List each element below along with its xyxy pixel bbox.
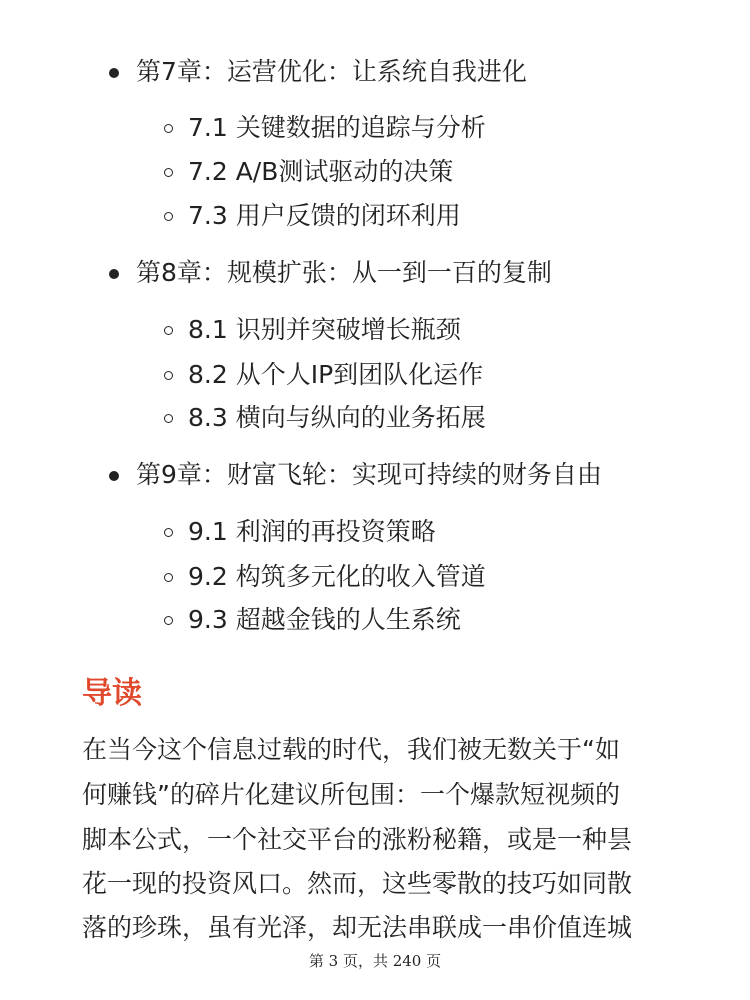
section-item: 9.3 超越金钱的人生系统 xyxy=(188,605,461,634)
section-item: 8.1 识别并突破增长瓶颈 xyxy=(188,315,461,344)
section-item: 9.1 利润的再投资策略 xyxy=(188,517,436,546)
circle-bullet-icon xyxy=(164,573,173,582)
chapter-title: 第8章：规模扩张：从一到一百的复制 xyxy=(136,258,552,287)
disc-bullet-icon xyxy=(109,471,119,481)
circle-bullet-icon xyxy=(164,124,173,133)
paragraph-line: 花一现的投资风口。然而，这些零散的技巧如同散 xyxy=(82,869,633,898)
circle-bullet-icon xyxy=(164,414,173,423)
section-item: 7.2 A/B测试驱动的决策 xyxy=(188,157,454,186)
section-item: 9.2 构筑多元化的收入管道 xyxy=(188,562,486,591)
section-item: 8.2 从个人IP到团队化运作 xyxy=(188,360,484,389)
paragraph-line: 落的珍珠，虽有光泽，却无法串联成一串价值连城 xyxy=(82,913,633,942)
disc-bullet-icon xyxy=(109,269,119,279)
paragraph-line: 在当今这个信息过载的时代，我们被无数关于“如 xyxy=(82,735,620,764)
circle-bullet-icon xyxy=(164,371,173,380)
paragraph-line: 脚本公式，一个社交平台的涨粉秘籍，或是一种昙 xyxy=(82,825,633,854)
disc-bullet-icon xyxy=(109,68,119,78)
circle-bullet-icon xyxy=(164,326,173,335)
circle-bullet-icon xyxy=(164,528,173,537)
circle-bullet-icon xyxy=(164,168,173,177)
circle-bullet-icon xyxy=(164,616,173,625)
circle-bullet-icon xyxy=(164,212,173,221)
section-item: 8.3 横向与纵向的业务拓展 xyxy=(188,403,486,432)
chapter-title: 第9章：财富飞轮：实现可持续的财务自由 xyxy=(136,460,602,489)
section-item: 7.1 关键数据的追踪与分析 xyxy=(188,113,486,142)
paragraph-line: 何赚钱”的碎片化建议所包围：一个爆款短视频的 xyxy=(82,780,620,809)
page-footer: 第 3 页，共 240 页 xyxy=(308,952,442,970)
section-item: 7.3 用户反馈的闭环利用 xyxy=(188,201,461,230)
intro-heading: 导读 xyxy=(82,676,142,711)
chapter-title: 第7章：运营优化：让系统自我进化 xyxy=(136,57,527,86)
